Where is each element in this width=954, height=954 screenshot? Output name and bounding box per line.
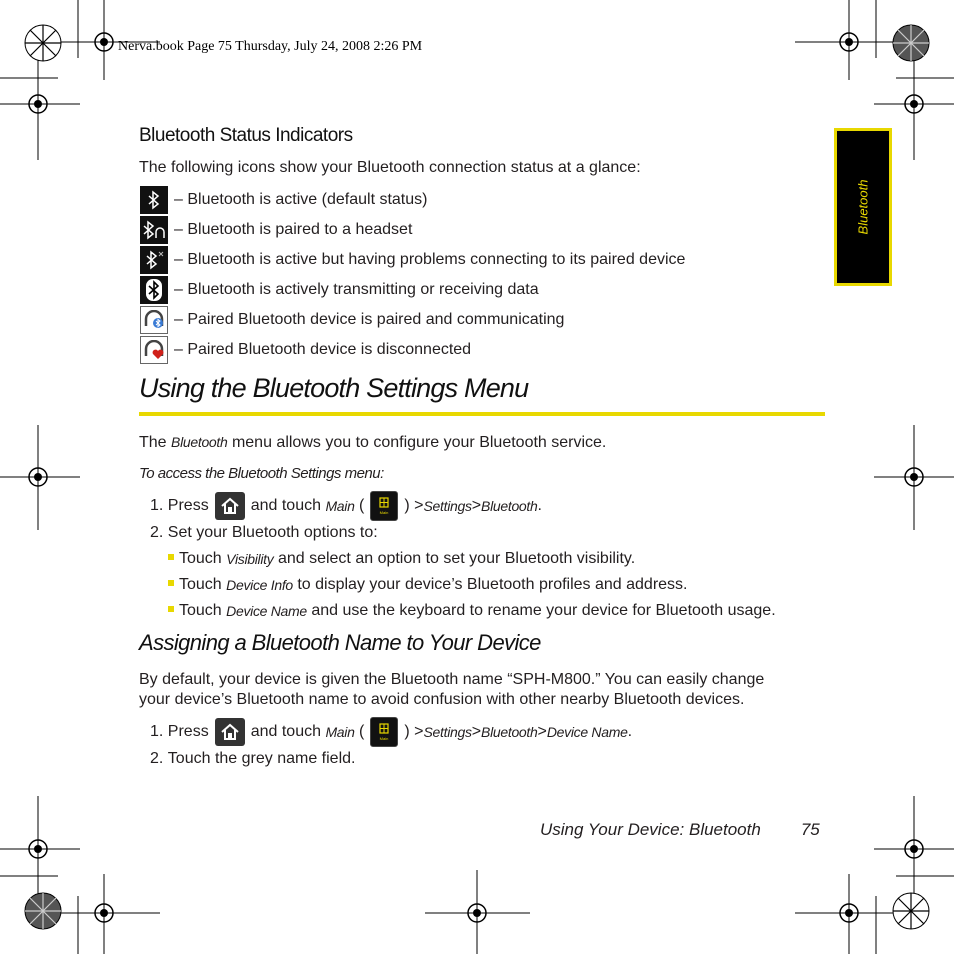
footer-section-title: Using Your Device: Bluetooth — [540, 820, 761, 839]
indicator-row — [140, 246, 685, 274]
bullet-device-name: Touch Device Name and use the keyboard to rename your device for Bluetooth usage. — [168, 602, 776, 620]
bullet-icon — [168, 554, 174, 560]
settings-intro: The Bluetooth menu allows you to configure your Bluetooth service. — [139, 434, 607, 451]
home-key-icon — [215, 492, 245, 520]
bluetooth-headset-icon — [140, 216, 168, 244]
status-intro: The following icons show your Bluetooth connection status at a glance: — [139, 159, 641, 176]
assign-name-para-line2: your device’s Bluetooth name to avoid confusion with other nearby Bluetooth devices. — [139, 691, 745, 708]
bluetooth-problem-icon — [140, 246, 168, 274]
bluetooth-active-icon — [140, 186, 168, 214]
headset-communicating-icon — [140, 306, 168, 334]
heading-rule — [139, 412, 825, 416]
bluetooth-transmitting-icon — [140, 276, 168, 304]
name-step-2: 2. Touch the grey name field. — [150, 750, 356, 767]
menu-name: Bluetooth — [171, 434, 228, 450]
print-header: Nerva.book Page 75 Thursday, July 24, 2008 2:26 PM — [118, 39, 423, 54]
step-1: 1. Press and touch Main ( Main ) > Settings > Bluetooth . — [150, 491, 542, 521]
indicator-text: – Paired Bluetooth device is disconnected — [174, 341, 472, 358]
indicator-text: – Bluetooth is active but having problems connecting to its paired device — [174, 251, 686, 268]
indicator-text: – Bluetooth is actively transmitting or receiving data — [174, 281, 539, 298]
indicator-row — [140, 336, 471, 364]
bullet-visibility: Touch Visibility and select an option to set your Bluetooth visibility. — [168, 550, 635, 568]
assign-name-para-line1: By default, your device is given the Bluetooth name “SPH-M800.” You can easily change — [139, 671, 765, 688]
status-indicators-heading: Bluetooth Status Indicators — [139, 125, 353, 146]
indicator-text: – Paired Bluetooth device is paired and communicating — [174, 311, 565, 328]
menu-option: Visibility — [226, 551, 274, 567]
bullet-icon — [168, 606, 174, 612]
section-tab-label: Bluetooth — [855, 179, 871, 235]
bullet-device-info: Touch Device Info to display your device’s Bluetooth profiles and address. — [168, 576, 688, 594]
assign-name-heading: Assigning a Bluetooth Name to Your Device — [139, 630, 541, 655]
svg-text:Main: Main — [380, 736, 389, 741]
section-tab — [834, 128, 892, 286]
svg-text:Main: Main — [380, 510, 389, 515]
indicator-row — [140, 186, 427, 214]
name-step-1: 1. Press and touch Main ( Main ) > Settings > Bluetooth > Device Name . — [150, 717, 632, 747]
indicator-row — [140, 276, 539, 304]
page-footer — [540, 820, 820, 840]
indicator-text: – Bluetooth is active (default status) — [174, 191, 428, 208]
step-2: 2. Set your Bluetooth options to: — [150, 524, 378, 541]
headset-disconnected-icon — [140, 336, 168, 364]
indicator-text: – Bluetooth is paired to a headset — [174, 221, 413, 238]
page-number: 75 — [800, 820, 820, 839]
main-key-icon — [370, 491, 398, 521]
menu-option: Device Name — [226, 603, 307, 619]
indicator-row — [140, 306, 564, 334]
home-key-icon — [215, 718, 245, 746]
settings-menu-heading: Using the Bluetooth Settings Menu — [139, 373, 529, 403]
access-instructions-label: To access the Bluetooth Settings menu: — [139, 465, 384, 482]
main-key-icon — [370, 717, 398, 747]
bullet-icon — [168, 580, 174, 586]
indicator-row — [140, 216, 412, 244]
menu-option: Device Info — [226, 577, 293, 593]
